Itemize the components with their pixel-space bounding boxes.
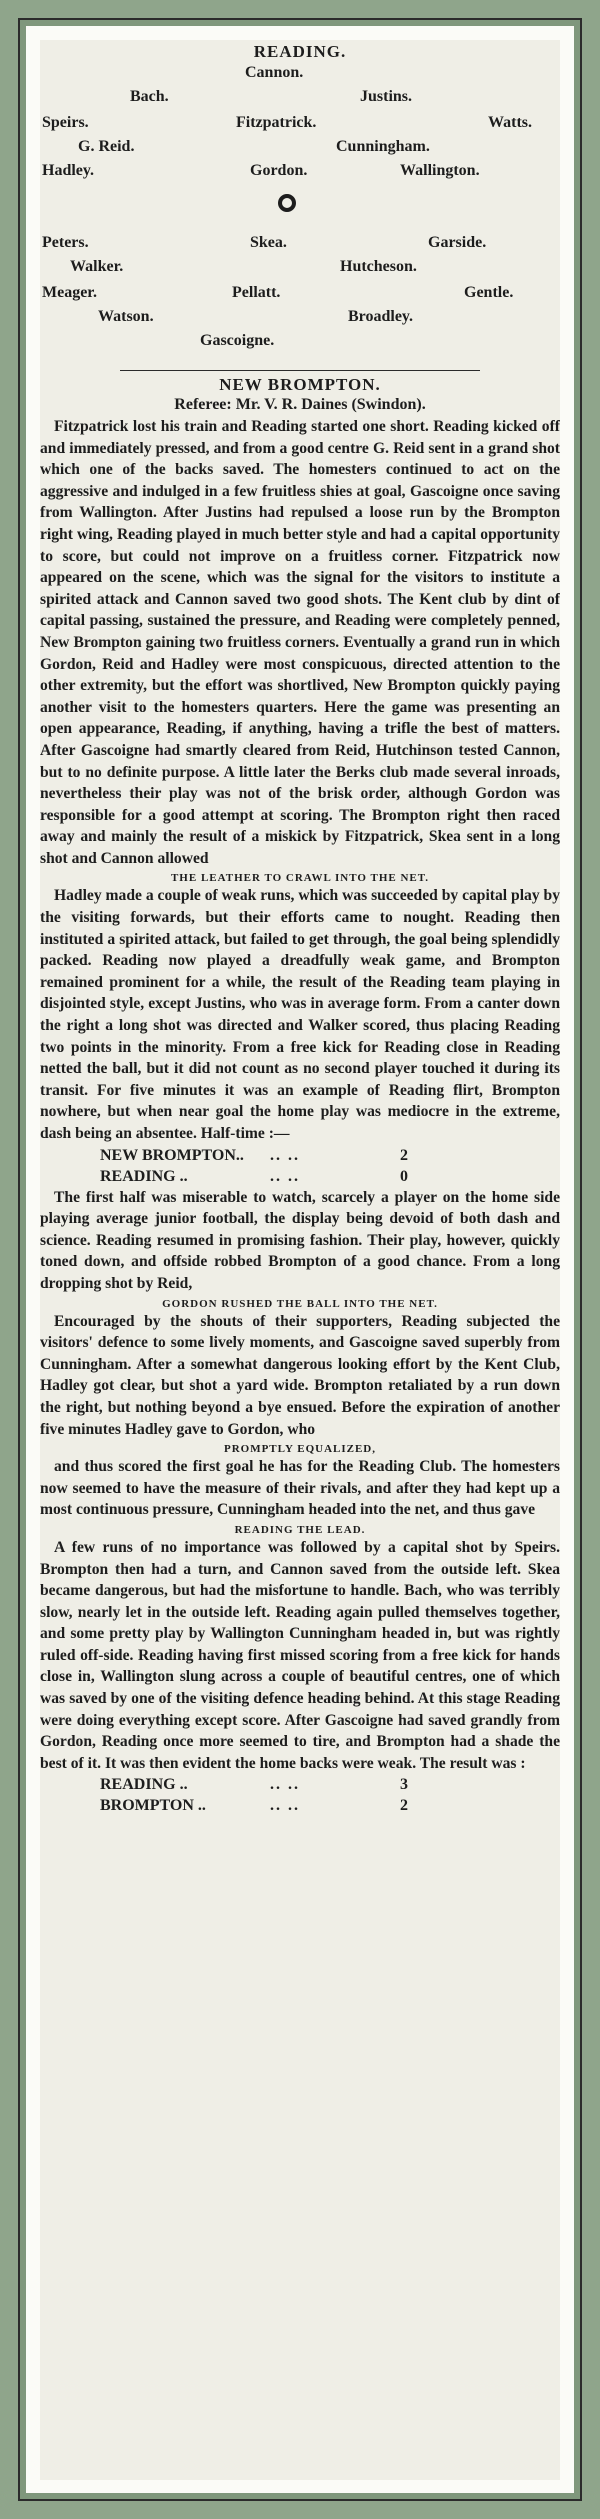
- player-bach: Bach.: [130, 88, 169, 105]
- score-value: 2: [400, 1146, 408, 1164]
- paragraph-4: Encouraged by the shouts of their supporters, Reading subjected the visitors' defence to some lively moments, and Gascoigne saved superbly from Cunningham. After a somewhat dangerous looking effort by the Kent Club, Hadley got clear, but shot a yard wide. Brompton retaliated by a run down the right, but nothing beyond a bye ensued. Before the expiration of another five minutes Hadley gave to Gordon, who: [40, 1312, 560, 1438]
- player-watson: Watson.: [98, 308, 154, 325]
- score-value: 0: [400, 1167, 408, 1185]
- player-peters: Peters.: [42, 234, 89, 251]
- player-hutcheson: Hutcheson.: [340, 258, 417, 275]
- player-speirs: Speirs.: [42, 114, 89, 131]
- player-garside: Garside.: [428, 234, 487, 251]
- final-score-row: [100, 1774, 560, 1795]
- score-dots: .. ..: [270, 1776, 300, 1794]
- separator-ring: [278, 194, 296, 212]
- score-dots: .. ..: [270, 1167, 300, 1185]
- player-gascoigne: Gascoigne.: [200, 332, 275, 349]
- score-team: READING ..: [100, 1776, 188, 1794]
- brompton-lineup: [40, 234, 560, 366]
- reading-lineup: [40, 64, 560, 234]
- player-hadley: Hadley.: [42, 162, 95, 179]
- paragraph-6: A few runs of no importance was followed by a capital shot by Speirs. Brompton then had a turn, and Cannon saved from the outside left. Skea became dangerous, but had the misfortune to handle. Bach, who was terribly slow, nearly let in the outside left. Reading again pulled themselves together, and some pretty play by Wallington Cunningham headed in, but was rightly ruled off-side. Reading having first missed scoring from a free kick for hands close in, Wallington slung across a couple of beautiful centres, one of which was saved by one of the visiting defence heading behind. At this stage Reading were doing everything except score. After Gascoigne had saved grandly from Gordon, Reading once more seemed to tire, and Brompton had a shade the best of it. It was then evident the home backs were weak. The result was :: [40, 1538, 560, 1772]
- score-team: NEW BROMPTON..: [100, 1146, 244, 1164]
- player-fitzpatrick: Fitzpatrick.: [236, 114, 317, 131]
- referee-line: Referee: Mr. V. R. Daines (Swindon).: [174, 396, 426, 413]
- subheading-2: GORDON RUSHED THE BALL INTO THE NET.: [162, 1297, 438, 1310]
- score-team: READING ..: [100, 1167, 188, 1185]
- score-value: 3: [400, 1776, 408, 1794]
- subheading-1: THE LEATHER TO CRAWL INTO THE NET.: [170, 872, 430, 885]
- half-time-score-row: [100, 1145, 560, 1166]
- score-team: BROMPTON ..: [100, 1797, 206, 1815]
- half-time-score-row: [100, 1166, 560, 1187]
- score-dots: .. ..: [270, 1797, 300, 1815]
- player-gordon: Gordon.: [250, 162, 308, 179]
- player-meager: Meager.: [42, 284, 97, 301]
- paragraph-3: The first half was miserable to watch, scarcely a player on the home side playing average junior football, the display being devoid of both dash and science. Reading resumed in promising fashion. Their play, however, quickly toned down, and offside robbed Brompton of a good chance. From a long dropping shot by Reid,: [40, 1188, 560, 1292]
- player-skea: Skea.: [250, 234, 287, 251]
- divider-rule: [120, 370, 480, 371]
- newspaper-clipping: [40, 40, 560, 2480]
- player-gentle: Gentle.: [464, 284, 514, 301]
- paragraph-5: and thus scored the first goal he has for the Reading Club. The homesters now seemed to have the measure of their rivals, and after they had kept up a most continuous pressure, Cunningham headed into the net, and thus gave: [40, 1458, 560, 1519]
- player-pellatt: Pellatt.: [232, 284, 281, 301]
- team-heading: READING.: [253, 42, 347, 61]
- report-heading: NEW BROMPTON.: [219, 375, 381, 394]
- subheading-3: PROMPTLY EQUALIZED,: [223, 1443, 377, 1456]
- score-value: 2: [400, 1797, 408, 1815]
- player-cannon: Cannon.: [245, 64, 304, 81]
- final-score-row: [100, 1795, 560, 1816]
- player-g-reid: G. Reid.: [78, 138, 135, 155]
- player-wallington: Wallington.: [400, 162, 480, 179]
- subheading-4: READING THE LEAD.: [234, 1523, 366, 1536]
- player-justins: Justins.: [360, 88, 413, 105]
- player-watts: Watts.: [488, 114, 532, 131]
- paragraph-2: Hadley made a couple of weak runs, which was succeeded by capital play by the visiting forwards, but their efforts came to nought. Reading then instituted a spirited attack, but failed to get through, the goal being splendidly packed. Reading now played a dreadfully weak game, and Brompton remained prominent for a while, the result of the Reading team playing in disjointed style, except Justins, who was in average form. From a canter down the right a long shot was directed and Walker scored, thus placing Reading two points in the minority. From a free kick for Reading close in Reading netted the ball, but it did not count as no second player touched it during its transit. For five minutes it was an example of Reading flirt, Brompton nowhere, but when near goal the home play was mediocre in the extreme, dash being an absentee. Half-time :—: [40, 887, 560, 1142]
- player-cunningham: Cunningham.: [336, 138, 430, 155]
- paragraph-1: Fitzpatrick lost his train and Reading started one short. Reading kicked off and immediately pressed, and from a good centre G. Reid sent in a grand shot which one of the backs saved. The homesters continued to act on the aggressive and indulged in a few fruitless shies at goal, Gascoigne once saving from Wallington. After Justins had repulsed a loose run by the Brompton right wing, Reading played in much better style and had a capital opportunity to score, but could not improve on a fruitless corner. Fitzpatrick now appeared on the scene, which was the signal for the visitors to institute a spirited attack and Cannon saved two good shots. The Kent club by dint of capital passing, sustained the pressure, and Reading were completely penned, New Brompton gaining two fruitless corners. Eventually a grand run in which Gordon, Reid and Hadley were most conspicuous, directed attention to the other extremity, but the effort was shortlived, New Brompton quickly paying another visit to the homesters quarters. Here the game was presenting an open appearance, Reading, if anything, having a trifle the best of matters. After Gascoigne had smartly cleared from Reid, Hutchinson tested Cannon, but to no definite purpose. A little later the Berks club made several inroads, nevertheless their play was not of the brisk order, although Gordon was responsible for a good attempt at scoring. The Brompton right then raced away and mainly the result of a miskick by Fitzpatrick, Skea sent in a long shot and Cannon allowed: [40, 418, 560, 867]
- player-walker: Walker.: [70, 258, 124, 275]
- score-dots: .. ..: [270, 1146, 300, 1164]
- player-broadley: Broadley.: [348, 308, 414, 325]
